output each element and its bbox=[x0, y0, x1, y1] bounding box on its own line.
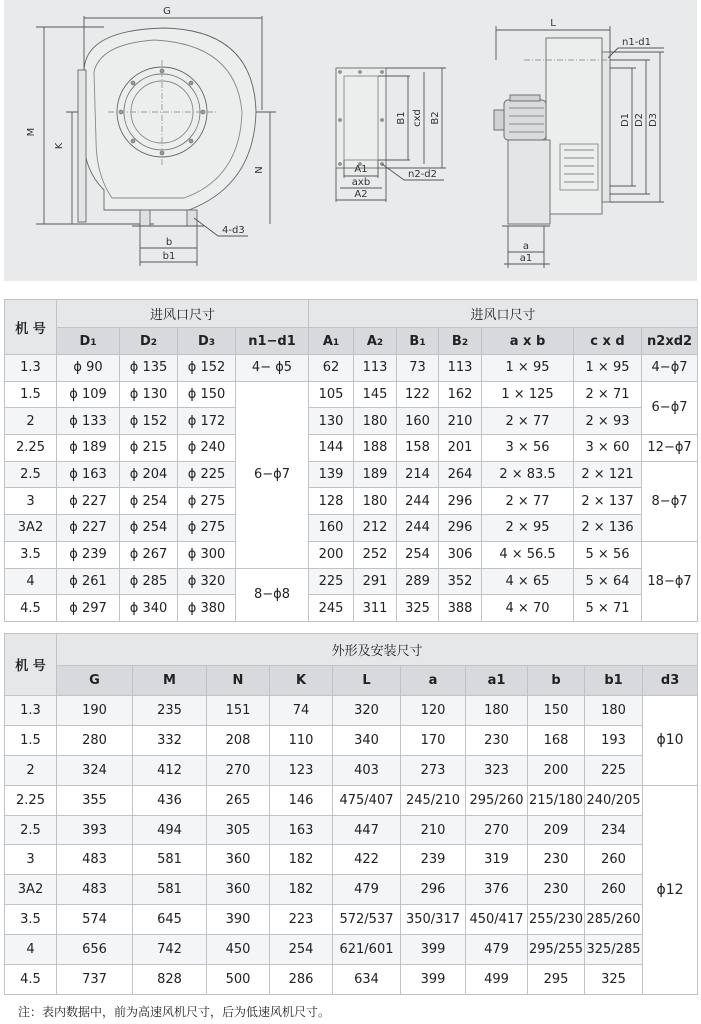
cell-N: 390 bbox=[207, 905, 270, 935]
table-row bbox=[5, 965, 698, 995]
table-body bbox=[5, 696, 698, 995]
column-header: B1 bbox=[397, 328, 439, 355]
cell-K: 182 bbox=[270, 875, 333, 905]
table-row bbox=[5, 408, 698, 435]
cell-A2: 180 bbox=[354, 408, 397, 435]
cell-N: 151 bbox=[207, 696, 270, 726]
cell-A2: 212 bbox=[354, 515, 397, 542]
cell-K: 146 bbox=[270, 785, 333, 815]
cell-a: 296 bbox=[401, 875, 466, 905]
cell-b1: 325 bbox=[585, 965, 643, 995]
cell-A2: 113 bbox=[354, 355, 397, 382]
cell-L: 479 bbox=[333, 875, 401, 905]
column-header: L bbox=[333, 666, 401, 696]
cell-no: 4.5 bbox=[5, 595, 57, 622]
dim-label-a1: a1 bbox=[519, 253, 533, 264]
cell-B1: 325 bbox=[397, 595, 439, 622]
cell-B2: 306 bbox=[439, 541, 482, 568]
column-header: c x d bbox=[574, 328, 642, 355]
cell-cxd: 5 × 64 bbox=[574, 568, 642, 595]
column-header: a1 bbox=[466, 666, 528, 696]
cell-L: 475/407 bbox=[333, 785, 401, 815]
table-body bbox=[5, 355, 698, 622]
cell-B2: 162 bbox=[439, 381, 482, 408]
cell-L: 403 bbox=[333, 755, 401, 785]
cell-D2: ϕ 254 bbox=[120, 515, 178, 542]
dim-label-L: L bbox=[550, 18, 556, 29]
cell-cxd: 2 × 136 bbox=[574, 515, 642, 542]
cell-b: 295 bbox=[528, 965, 585, 995]
cell-a1: 479 bbox=[466, 935, 528, 965]
dim-label-cxd: cxd bbox=[412, 109, 423, 127]
cell-D2: ϕ 130 bbox=[120, 381, 178, 408]
cell-B1: 160 bbox=[397, 408, 439, 435]
cell-no: 1.3 bbox=[5, 355, 57, 382]
cell-B2: 352 bbox=[439, 568, 482, 595]
cell-K: 182 bbox=[270, 845, 333, 875]
cell-A2: 180 bbox=[354, 488, 397, 515]
cell-a1: 499 bbox=[466, 965, 528, 995]
cell-G: 483 bbox=[57, 875, 133, 905]
cell-n1d1: 4− ϕ5 bbox=[236, 355, 309, 382]
cell-D2: ϕ 204 bbox=[120, 461, 178, 488]
cell-N: 265 bbox=[207, 785, 270, 815]
cell-D3: ϕ 152 bbox=[178, 355, 236, 382]
table-row bbox=[5, 815, 698, 845]
cell-axb: 1 × 95 bbox=[482, 355, 574, 382]
cell-a1: 180 bbox=[466, 696, 528, 726]
column-header: G bbox=[57, 666, 133, 696]
cell-M: 436 bbox=[133, 785, 207, 815]
dim-label-M: M bbox=[26, 127, 37, 137]
cell-N: 208 bbox=[207, 725, 270, 755]
group-header-inlet-left: 进风口尺寸 bbox=[57, 300, 309, 328]
cell-a: 399 bbox=[401, 965, 466, 995]
column-header: D2 bbox=[120, 328, 178, 355]
cell-D3: ϕ 320 bbox=[178, 568, 236, 595]
cell-a1: 319 bbox=[466, 845, 528, 875]
cell-B1: 158 bbox=[397, 435, 439, 462]
column-header: A1 bbox=[309, 328, 354, 355]
cell-A1: 62 bbox=[309, 355, 354, 382]
cell-G: 324 bbox=[57, 755, 133, 785]
cell-G: 355 bbox=[57, 785, 133, 815]
cell-L: 447 bbox=[333, 815, 401, 845]
dim-label-K: K bbox=[54, 142, 65, 150]
cell-a: 120 bbox=[401, 696, 466, 726]
cell-L: 621/601 bbox=[333, 935, 401, 965]
dim-label-axb: axb bbox=[351, 177, 371, 188]
cell-A1: 200 bbox=[309, 541, 354, 568]
cell-b1: 260 bbox=[585, 845, 643, 875]
cell-D1: ϕ 227 bbox=[57, 488, 120, 515]
cell-no: 2.5 bbox=[5, 461, 57, 488]
cell-A2: 189 bbox=[354, 461, 397, 488]
column-header: b1 bbox=[585, 666, 643, 696]
cell-D2: ϕ 254 bbox=[120, 488, 178, 515]
column-header: n2xd2 bbox=[642, 328, 698, 355]
cell-cxd: 2 × 137 bbox=[574, 488, 642, 515]
cell-b: 150 bbox=[528, 696, 585, 726]
table-row bbox=[5, 355, 698, 382]
dim-label-D1: D1 bbox=[620, 112, 631, 128]
cell-B2: 296 bbox=[439, 488, 482, 515]
cell-axb: 2 × 77 bbox=[482, 408, 574, 435]
table-row bbox=[5, 381, 698, 408]
cell-N: 500 bbox=[207, 965, 270, 995]
dim-label-B2: B2 bbox=[430, 111, 441, 125]
cell-K: 223 bbox=[270, 905, 333, 935]
table-row bbox=[5, 725, 698, 755]
cell-a: 239 bbox=[401, 845, 466, 875]
cell-D3: ϕ 380 bbox=[178, 595, 236, 622]
cell-N: 450 bbox=[207, 935, 270, 965]
dim-label-a: a bbox=[522, 241, 530, 252]
cell-N: 360 bbox=[207, 845, 270, 875]
cell-M: 332 bbox=[133, 725, 207, 755]
cell-A1: 225 bbox=[309, 568, 354, 595]
column-header: D3 bbox=[178, 328, 236, 355]
right-view bbox=[494, 26, 664, 268]
cell-b: 255/230 bbox=[528, 905, 585, 935]
cell-cxd: 5 × 56 bbox=[574, 541, 642, 568]
cell-M: 412 bbox=[133, 755, 207, 785]
cell-D2: ϕ 135 bbox=[120, 355, 178, 382]
cell-D1: ϕ 90 bbox=[57, 355, 120, 382]
dim-label-N: N bbox=[254, 166, 265, 174]
cell-d3: ϕ12 bbox=[643, 785, 698, 994]
cell-A1: 128 bbox=[309, 488, 354, 515]
dim-label-G: G bbox=[163, 6, 171, 17]
table-row bbox=[5, 785, 698, 815]
cell-D1: ϕ 239 bbox=[57, 541, 120, 568]
cell-no: 3.5 bbox=[5, 541, 57, 568]
cell-K: 74 bbox=[270, 696, 333, 726]
dim-label-n2-d2: n2-d2 bbox=[408, 169, 438, 180]
cell-no: 1.5 bbox=[5, 725, 57, 755]
cell-D3: ϕ 150 bbox=[178, 381, 236, 408]
cell-cxd: 2 × 71 bbox=[574, 381, 642, 408]
cell-A1: 144 bbox=[309, 435, 354, 462]
table-row bbox=[5, 905, 698, 935]
table-row bbox=[5, 875, 698, 905]
cell-L: 634 bbox=[333, 965, 401, 995]
cell-no: 4 bbox=[5, 935, 57, 965]
table-row bbox=[5, 461, 698, 488]
outline-installation-table bbox=[4, 633, 698, 995]
column-header: B2 bbox=[439, 328, 482, 355]
cell-b: 200 bbox=[528, 755, 585, 785]
cell-b: 230 bbox=[528, 875, 585, 905]
cell-a1: 270 bbox=[466, 815, 528, 845]
cell-b1: 193 bbox=[585, 725, 643, 755]
cell-L: 572/537 bbox=[333, 905, 401, 935]
column-header: a x b bbox=[482, 328, 574, 355]
cell-n2d2: 6−ϕ7 bbox=[642, 381, 698, 434]
column-header: a bbox=[401, 666, 466, 696]
cell-A2: 252 bbox=[354, 541, 397, 568]
cell-axb: 1 × 125 bbox=[482, 381, 574, 408]
cell-N: 270 bbox=[207, 755, 270, 785]
footnote: 注：表内数据中，前为高速风机尺寸，后为低速风机尺寸。 bbox=[18, 1005, 331, 1019]
cell-A1: 245 bbox=[309, 595, 354, 622]
cell-B1: 122 bbox=[397, 381, 439, 408]
cell-M: 742 bbox=[133, 935, 207, 965]
cell-B1: 244 bbox=[397, 515, 439, 542]
cell-no: 1.3 bbox=[5, 696, 57, 726]
cell-axb: 3 × 56 bbox=[482, 435, 574, 462]
cell-G: 656 bbox=[57, 935, 133, 965]
cell-a1: 450/417 bbox=[466, 905, 528, 935]
cell-G: 483 bbox=[57, 845, 133, 875]
cell-K: 123 bbox=[270, 755, 333, 785]
cell-B1: 73 bbox=[397, 355, 439, 382]
inlet-dimension-table bbox=[4, 299, 698, 622]
cell-a: 170 bbox=[401, 725, 466, 755]
cell-no: 2 bbox=[5, 408, 57, 435]
column-header: d3 bbox=[643, 666, 698, 696]
cell-a: 399 bbox=[401, 935, 466, 965]
cell-B1: 289 bbox=[397, 568, 439, 595]
dim-label-D2: D2 bbox=[634, 112, 645, 128]
cell-A1: 130 bbox=[309, 408, 354, 435]
cell-B2: 210 bbox=[439, 408, 482, 435]
cell-D1: ϕ 189 bbox=[57, 435, 120, 462]
cell-D3: ϕ 225 bbox=[178, 461, 236, 488]
cell-K: 286 bbox=[270, 965, 333, 995]
cell-a1: 230 bbox=[466, 725, 528, 755]
cell-n1d1: 8−ϕ8 bbox=[236, 568, 309, 621]
cell-cxd: 2 × 93 bbox=[574, 408, 642, 435]
cell-no: 3A2 bbox=[5, 875, 57, 905]
column-header-row bbox=[5, 666, 698, 696]
machine-no-header: 机 号 bbox=[5, 634, 57, 696]
cell-M: 581 bbox=[133, 845, 207, 875]
cell-M: 494 bbox=[133, 815, 207, 845]
cell-n2d2: 4−ϕ7 bbox=[642, 355, 698, 382]
machine-no-header: 机 号 bbox=[5, 300, 57, 355]
cell-axb: 2 × 83.5 bbox=[482, 461, 574, 488]
table-row bbox=[5, 568, 698, 595]
cell-K: 163 bbox=[270, 815, 333, 845]
cell-B1: 244 bbox=[397, 488, 439, 515]
cell-G: 280 bbox=[57, 725, 133, 755]
cell-a: 350/317 bbox=[401, 905, 466, 935]
cell-A2: 311 bbox=[354, 595, 397, 622]
cell-D1: ϕ 133 bbox=[57, 408, 120, 435]
cell-L: 320 bbox=[333, 696, 401, 726]
cell-n1d1: 6−ϕ7 bbox=[236, 381, 309, 568]
cell-b: 209 bbox=[528, 815, 585, 845]
cell-b1: 285/260 bbox=[585, 905, 643, 935]
dim-label-4-d3: 4-d3 bbox=[222, 225, 245, 236]
cell-K: 254 bbox=[270, 935, 333, 965]
cell-B2: 264 bbox=[439, 461, 482, 488]
cell-axb: 4 × 56.5 bbox=[482, 541, 574, 568]
cell-N: 360 bbox=[207, 875, 270, 905]
column-header: M bbox=[133, 666, 207, 696]
cell-B2: 201 bbox=[439, 435, 482, 462]
cell-cxd: 5 × 71 bbox=[574, 595, 642, 622]
cell-n2d2: 8−ϕ7 bbox=[642, 461, 698, 541]
cell-D2: ϕ 340 bbox=[120, 595, 178, 622]
cell-cxd: 2 × 121 bbox=[574, 461, 642, 488]
cell-no: 2.5 bbox=[5, 815, 57, 845]
dim-label-A1: A1 bbox=[354, 164, 368, 175]
cell-A1: 105 bbox=[309, 381, 354, 408]
cell-d3: ϕ10 bbox=[643, 696, 698, 786]
table-row bbox=[5, 515, 698, 542]
dim-label-b: b bbox=[165, 237, 173, 248]
cell-b: 230 bbox=[528, 845, 585, 875]
cell-a1: 295/260 bbox=[466, 785, 528, 815]
cell-b1: 234 bbox=[585, 815, 643, 845]
cell-axb: 2 × 95 bbox=[482, 515, 574, 542]
cell-G: 574 bbox=[57, 905, 133, 935]
group-header-outline: 外形及安装尺寸 bbox=[57, 634, 698, 666]
cell-D1: ϕ 297 bbox=[57, 595, 120, 622]
cell-no: 2 bbox=[5, 755, 57, 785]
cell-A2: 145 bbox=[354, 381, 397, 408]
cell-a: 273 bbox=[401, 755, 466, 785]
cell-axb: 4 × 65 bbox=[482, 568, 574, 595]
cell-D3: ϕ 300 bbox=[178, 541, 236, 568]
cell-B2: 296 bbox=[439, 515, 482, 542]
cell-A2: 291 bbox=[354, 568, 397, 595]
table-row bbox=[5, 755, 698, 785]
table-row bbox=[5, 435, 698, 462]
column-header: A2 bbox=[354, 328, 397, 355]
cell-no: 3 bbox=[5, 845, 57, 875]
cell-A2: 188 bbox=[354, 435, 397, 462]
cell-D3: ϕ 275 bbox=[178, 488, 236, 515]
cell-D1: ϕ 261 bbox=[57, 568, 120, 595]
cell-M: 235 bbox=[133, 696, 207, 726]
cell-D1: ϕ 227 bbox=[57, 515, 120, 542]
cell-no: 1.5 bbox=[5, 381, 57, 408]
cell-a1: 323 bbox=[466, 755, 528, 785]
cell-b1: 325/285 bbox=[585, 935, 643, 965]
cell-D2: ϕ 285 bbox=[120, 568, 178, 595]
cell-a1: 376 bbox=[466, 875, 528, 905]
technical-drawing bbox=[4, 0, 697, 281]
cell-no: 2.25 bbox=[5, 785, 57, 815]
table-row bbox=[5, 541, 698, 568]
dim-label-A2: A2 bbox=[354, 189, 368, 200]
table-row bbox=[5, 696, 698, 726]
cell-D1: ϕ 163 bbox=[57, 461, 120, 488]
table-row bbox=[5, 595, 698, 622]
cell-M: 581 bbox=[133, 875, 207, 905]
table-row bbox=[5, 935, 698, 965]
cell-D3: ϕ 240 bbox=[178, 435, 236, 462]
column-header: K bbox=[270, 666, 333, 696]
cell-D2: ϕ 267 bbox=[120, 541, 178, 568]
column-header: b bbox=[528, 666, 585, 696]
cell-L: 422 bbox=[333, 845, 401, 875]
cell-D2: ϕ 215 bbox=[120, 435, 178, 462]
cell-axb: 2 × 77 bbox=[482, 488, 574, 515]
cell-no: 3 bbox=[5, 488, 57, 515]
cell-no: 3A2 bbox=[5, 515, 57, 542]
cell-D3: ϕ 275 bbox=[178, 515, 236, 542]
cell-b: 295/255 bbox=[528, 935, 585, 965]
cell-no: 4.5 bbox=[5, 965, 57, 995]
cell-G: 393 bbox=[57, 815, 133, 845]
cell-M: 828 bbox=[133, 965, 207, 995]
cell-B2: 113 bbox=[439, 355, 482, 382]
cell-D3: ϕ 172 bbox=[178, 408, 236, 435]
cell-b1: 260 bbox=[585, 875, 643, 905]
cell-b: 168 bbox=[528, 725, 585, 755]
dim-label-D3: D3 bbox=[648, 112, 659, 128]
column-header-row bbox=[5, 328, 698, 355]
cell-b: 215/180 bbox=[528, 785, 585, 815]
cell-a: 245/210 bbox=[401, 785, 466, 815]
column-header: D1 bbox=[57, 328, 120, 355]
cell-M: 645 bbox=[133, 905, 207, 935]
cell-b1: 180 bbox=[585, 696, 643, 726]
cell-A1: 139 bbox=[309, 461, 354, 488]
table-row bbox=[5, 845, 698, 875]
cell-no: 3.5 bbox=[5, 905, 57, 935]
cell-G: 190 bbox=[57, 696, 133, 726]
cell-A1: 160 bbox=[309, 515, 354, 542]
cell-n2d2: 18−ϕ7 bbox=[642, 541, 698, 621]
cell-L: 340 bbox=[333, 725, 401, 755]
cell-B1: 214 bbox=[397, 461, 439, 488]
cell-n2d2: 12−ϕ7 bbox=[642, 435, 698, 462]
cell-B2: 388 bbox=[439, 595, 482, 622]
cell-N: 305 bbox=[207, 815, 270, 845]
dim-label-b1: b1 bbox=[162, 251, 176, 262]
fan-dimension-drawing bbox=[4, 0, 697, 281]
group-header-inlet-right: 进风口尺寸 bbox=[309, 300, 698, 328]
table-row bbox=[5, 488, 698, 515]
cell-a: 210 bbox=[401, 815, 466, 845]
cell-cxd: 3 × 60 bbox=[574, 435, 642, 462]
cell-b1: 225 bbox=[585, 755, 643, 785]
cell-G: 737 bbox=[57, 965, 133, 995]
column-header: N bbox=[207, 666, 270, 696]
cell-K: 110 bbox=[270, 725, 333, 755]
cell-no: 4 bbox=[5, 568, 57, 595]
dim-label-B1: B1 bbox=[396, 111, 407, 125]
dim-label-n1-d1: n1-d1 bbox=[622, 37, 652, 48]
cell-axb: 4 × 70 bbox=[482, 595, 574, 622]
cell-D1: ϕ 109 bbox=[57, 381, 120, 408]
cell-cxd: 1 × 95 bbox=[574, 355, 642, 382]
cell-D2: ϕ 152 bbox=[120, 408, 178, 435]
column-header: n1−d1 bbox=[236, 328, 309, 355]
cell-no: 2.25 bbox=[5, 435, 57, 462]
cell-b1: 240/205 bbox=[585, 785, 643, 815]
cell-B1: 254 bbox=[397, 541, 439, 568]
